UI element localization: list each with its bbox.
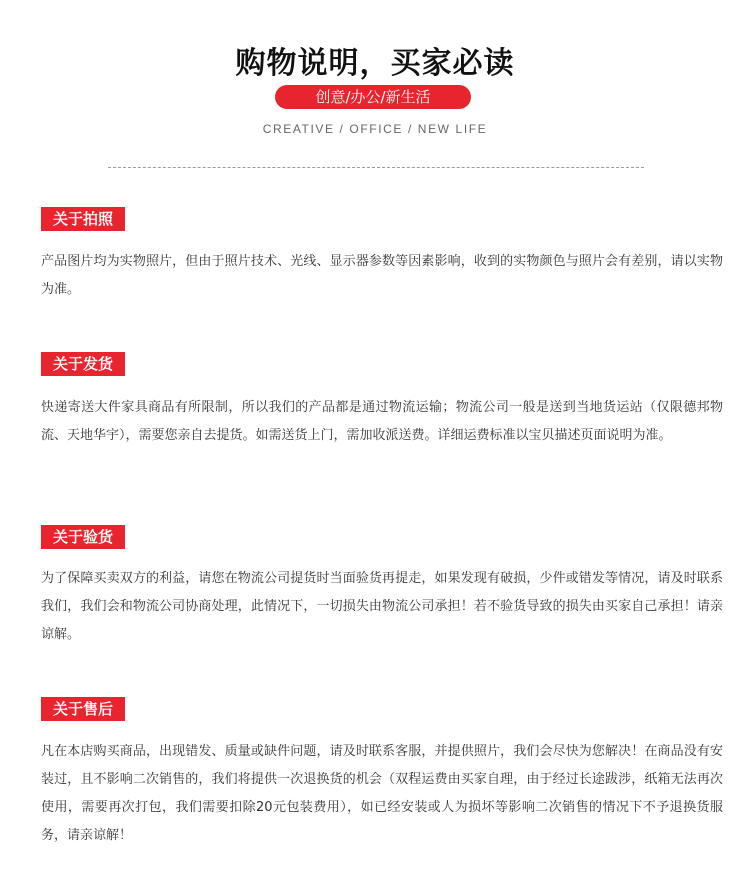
section-body-aftersales: 凡在本店购买商品，出现错发、质量或缺件问题，请及时联系客服，并提供照片，我们会尽快为您解决！在商品没有安装过，且不影响二次销售的，我们将提供一次退换货的机会（双程运费由买家自理，由于经过长途跋涉，纸箱无法再次使用，需要再次打包，我们需要扣除20元包装费用），如已经安装或人为损坏等影响二次销售的情况下不予退换货服务，请亲谅解！ xyxy=(41,744,723,843)
page-title: 购物说明，买家必读 xyxy=(235,46,515,81)
header-divider xyxy=(108,167,644,168)
slogan-badge: 创意/办公/新生活 xyxy=(275,85,471,109)
section-body-shipping: 快递寄送大件家具商品有所限制，所以我们的产品都是通过物流运输；物流公司一般是送到当地货运站（仅限德邦物流、天地华宇），需要您亲自去提货。如需送货上门，需加收派送费。详细运费标准以宝贝描述页面说明为准。 xyxy=(41,400,723,443)
section-body-photos: 产品图片均为实物照片，但由于照片技术、光线、显示器参数等因素影响，收到的实物颜色与照片会有差别，请以实物为准。 xyxy=(41,254,723,297)
section-body-inspection: 为了保障买卖双方的利益，请您在物流公司提货时当面验货再提走，如果发现有破损，少件或错发等情况，请及时联系我们，我们会和物流公司协商处理，此情况下，一切损失由物流公司承担！若不验货导致的损失由买家自己承担！请亲谅解。 xyxy=(41,571,723,642)
page-subtitle: CREATIVE / OFFICE / NEW LIFE xyxy=(262,122,488,136)
section-tag-aftersales: 关于售后 xyxy=(41,697,125,721)
section-tag-photos: 关于拍照 xyxy=(41,207,125,231)
section-tag-inspection: 关于验货 xyxy=(41,525,125,549)
section-tag-shipping: 关于发货 xyxy=(41,352,125,376)
